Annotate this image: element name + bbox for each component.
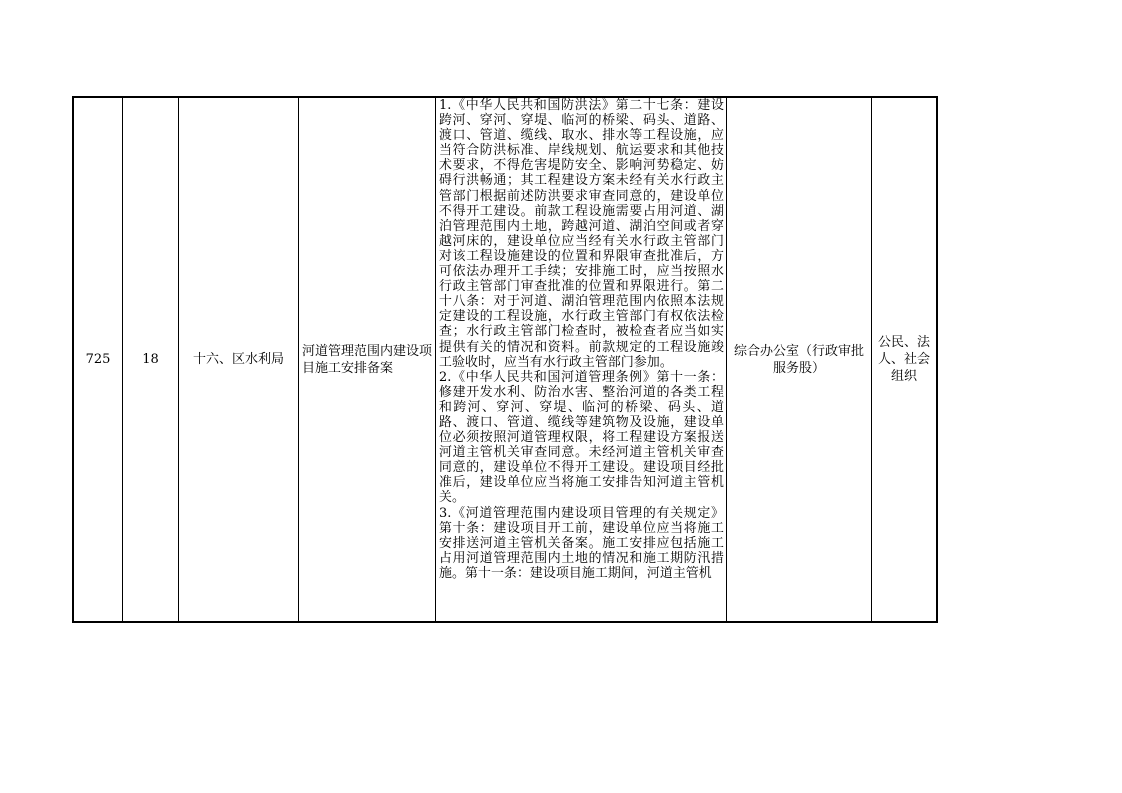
legal-basis-paragraph-3: 3.《河道管理范围内建设项目管理的有关规定》第十条：建设项目开工前，建设单位应当将施工安排送河道主管机关备案。施工安排应包括施工占用河道管理范围内土地的情况和施工期防汛措施。第十一条：建设项目施工期间，河道主管机 — [439, 505, 724, 581]
legal-basis-cell — [436, 98, 727, 621]
item-name-cell — [299, 98, 436, 621]
department-name: 十六、区水利局 — [192, 352, 284, 367]
handling-office-cell — [727, 98, 872, 621]
sub-number: 18 — [142, 352, 159, 367]
target-cell — [872, 98, 936, 621]
table-row — [72, 96, 938, 623]
sub-number-cell — [123, 98, 179, 621]
serial-number-cell — [74, 98, 123, 621]
legal-basis-text — [439, 98, 724, 581]
legal-basis-paragraph-2: 2.《中华人民共和国河道管理条例》第十一条：修建开发水利、防治水害、整治河道的各类工程和跨河、穿河、穿堤、临河的桥梁、码头、道路、渡口、管道、缆线等建筑物及设施，建设单位必须按照河道管理权限，将工程建设方案报送河道主管机关审查同意。未经河道主管机关审查同意的，建设单位不得开工建设。建设项目经批准后，建设单位应当将施工安排告知河道主管机关。 — [439, 369, 724, 506]
serial-number: 725 — [85, 352, 111, 367]
legal-basis-paragraph-1: 1.《中华人民共和国防洪法》第二十七条：建设跨河、穿河、穿堤、临河的桥梁、码头、道路、渡口、管道、缆线、取水、排水等工程设施，应当符合防洪标准、岸线规划、航运要求和其他技术要求，不得危害堤防安全、影响河势稳定、妨碍行洪畅通；其工程建设方案未经有关水行政主管部门根据前述防洪要求审查同意的，建设单位不得开工建设。前款工程设施需要占用河道、湖泊管理范围内土地，跨越河道、湖泊空间或者穿越河床的，建设单位应当经有关水行政主管部门对该工程设施建设的位置和界限审查批准后，方可依法办理开工手续；安排施工时，应当按照水行政主管部门审查批准的位置和界限进行。第二十八条：对于河道、湖泊管理范围内依照本法规定建设的工程设施，水行政主管部门有权依法检查；水行政主管部门检查时，被检查者应当如实提供有关的情况和资料。前款规定的工程设施竣工验收时，应当有水行政主管部门参加。 — [439, 98, 724, 370]
handling-office: 综合办公室（行政审批服务股） — [733, 343, 864, 376]
department-cell — [179, 98, 299, 621]
service-target: 公民、法人、社会组织 — [877, 335, 930, 384]
item-name: 河道管理范围内建设项目施工安排备案 — [302, 343, 433, 376]
